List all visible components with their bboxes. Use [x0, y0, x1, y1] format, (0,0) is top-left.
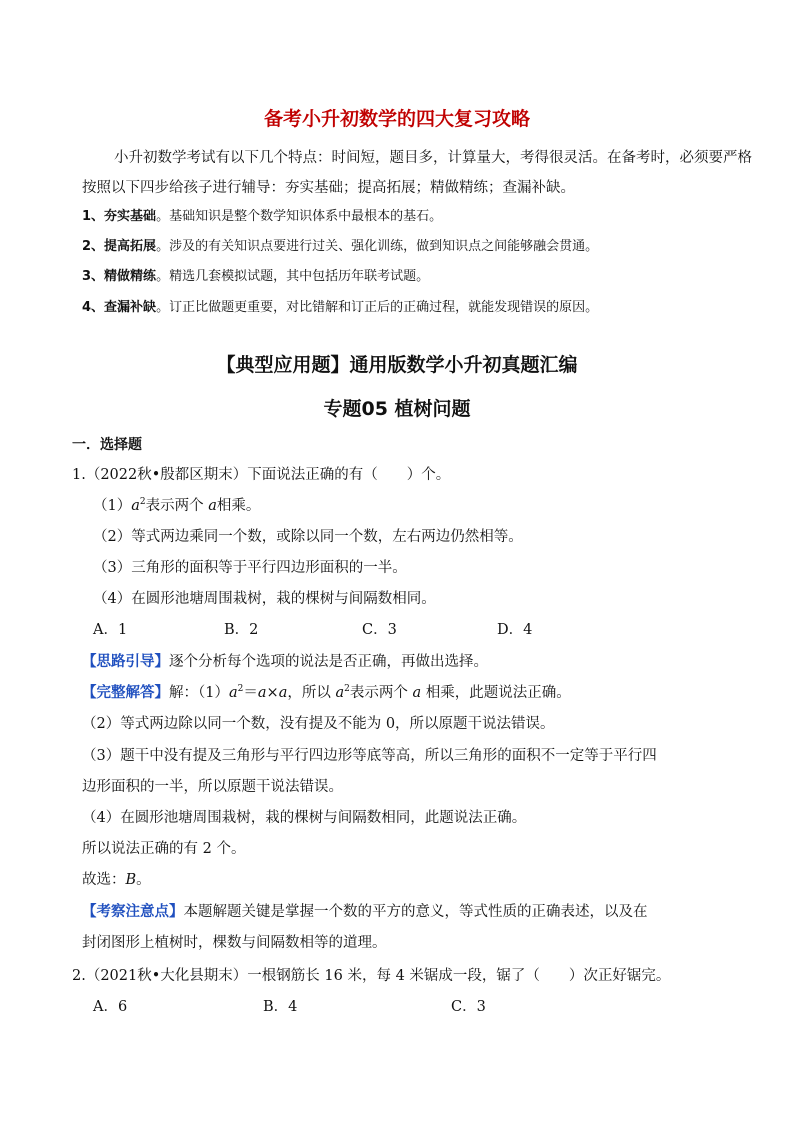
q1-answer-tag: 【完整解答】 — [82, 685, 169, 701]
tip-1-head: 夯实基础 — [104, 209, 157, 224]
q1-answer-2: （2）等式两边除以同一个数，没有提及不能为 0，所以原题干说法错误。 — [82, 716, 555, 732]
main-heading: 【典型应用题】通用版数学小升初真题汇编 — [216, 354, 578, 376]
q1-hint-tag: 【思路引导】 — [82, 654, 169, 670]
q1-statement-3: （3）三角形的面积等于平行四边形面积的一半。 — [93, 560, 407, 576]
q2-option-c: C．3 — [451, 999, 486, 1015]
tip-4-body: 。订正比做题更重要，对比错解和订正后的正确过程，就能发现错误的原因。 — [156, 300, 599, 315]
tip-4-head: 查漏补缺 — [104, 300, 157, 315]
tip-1-body: 。基础知识是整个数学知识体系中最根本的基石。 — [156, 209, 443, 224]
intro-paragraph-line-2: 按照以下四步给孩子进行辅导：夯实基础；提高拓展；精做精练；查漏补缺。 — [82, 180, 575, 196]
q1-s1-exponent: 2 — [139, 497, 146, 508]
q1-note-1 — [82, 902, 648, 922]
q1-stem: 1.（2022秋•殷都区期末）下面说法正确的有（ ）个。 — [72, 467, 451, 483]
tip-2-body: 。涉及的有关知识点要进行过关、强化训练，做到知识点之间能够融会贯通。 — [156, 239, 599, 254]
q1-answer-1 — [82, 683, 571, 703]
q1-option-a: A．1 — [93, 622, 128, 638]
q1-s1-post: 相乘。 — [216, 498, 261, 514]
q1-a1-mid: ，所以 — [287, 685, 336, 701]
q1-a1-exponent: 2 — [237, 684, 244, 695]
q1-note-tag: 【考察注意点】 — [82, 904, 184, 920]
q1-s1-prefix: （1） — [93, 498, 132, 514]
q1-a1-var: a — [228, 685, 238, 701]
q1-statement-1 — [93, 496, 260, 516]
q1-hint-text: 逐个分析每个选项的说法是否正确，再做出选择。 — [169, 654, 488, 670]
q1-choice-post: 。 — [136, 872, 151, 888]
tip-3-body: 。精选几套模拟试题，其中包括历年联考试题。 — [156, 269, 430, 284]
tip-2-number: 2、 — [82, 239, 105, 254]
q1-hint — [82, 652, 488, 672]
tip-3 — [82, 267, 429, 287]
q2-stem: 2.（2021秋•大化县期末）一根钢筋长 16 米，每 4 米锯成一段，锯了（ ）次正好锯完。 — [72, 968, 671, 984]
q2-option-a: A．6 — [93, 999, 128, 1015]
q1-a1-var2: a — [257, 685, 267, 701]
q1-note-2: 封闭图形上植树时，棵数与间隔数相等的道理。 — [82, 935, 387, 951]
q1-option-b: B．2 — [224, 622, 259, 638]
intro-paragraph-line-1: 小升初数学考试有以下几个特点：时间短，题目多，计算量大，考得很灵活。在备考时，必须要严格 — [114, 150, 752, 166]
q1-a1-var4: a — [335, 685, 345, 701]
q1-answer-5: 所以说法正确的有 2 个。 — [82, 841, 246, 857]
section-label: 一．选择题 — [72, 437, 142, 453]
tip-2 — [82, 237, 598, 257]
q1-statement-4: （4）在圆形池塘周围栽树，栽的棵树与间隔数相同。 — [93, 591, 436, 607]
q1-s1-var2: a — [208, 498, 217, 514]
tip-2-head: 提高拓展 — [104, 239, 157, 254]
tip-4-number: 4、 — [82, 300, 105, 315]
q1-choice-prefix: 故选： — [82, 872, 126, 888]
q1-answer-4: （4）在圆形池塘周围栽树，栽的棵树与间隔数相同，此题说法正确。 — [82, 810, 527, 826]
q1-a1-post: 相乘，此题说法正确。 — [421, 685, 571, 701]
q1-choice — [82, 870, 151, 890]
q1-answer-3a: （3）题干中没有提及三角形与平行四边形等底等高，所以三角形的面积不一定等于平行四 — [82, 748, 657, 764]
q1-option-d: D．4 — [497, 622, 533, 638]
q1-a1-mid2: 表示两个 — [349, 685, 413, 701]
q1-statement-2: （2）等式两边乘同一个数，或除以同一个数，左右两边仍然相等。 — [93, 529, 523, 545]
q1-a1-exponent2: 2 — [344, 684, 350, 695]
tip-1-number: 1、 — [82, 209, 105, 224]
sub-heading: 专题05 植树问题 — [323, 398, 471, 420]
tip-3-number: 3、 — [82, 269, 105, 284]
q1-s1-var: a — [131, 498, 140, 514]
q1-s1-mid: 表示两个 — [145, 498, 204, 514]
q1-note-text-1: 本题解题关键是掌握一个数的平方的意义，等式性质的正确表述，以及在 — [183, 904, 648, 920]
q2-option-b: B．4 — [263, 999, 298, 1015]
q1-a1-equals: ＝ — [243, 685, 258, 701]
q1-a1-prefix: 解：（1） — [169, 685, 229, 701]
intro-title: 备考小升初数学的四大复习攻略 — [263, 108, 530, 130]
q1-answer-3b: 边形面积的一半，所以原题干说法错误。 — [82, 779, 343, 795]
q1-choice-value: B — [125, 872, 137, 888]
q1-a1-var3: a — [278, 685, 288, 701]
tip-1 — [82, 207, 442, 227]
q1-a1-var5: a — [412, 685, 422, 701]
tip-3-head: 精做精练 — [104, 269, 157, 284]
q1-a1-times: × — [266, 685, 279, 701]
q1-option-c: C．3 — [362, 622, 397, 638]
tip-4 — [82, 298, 598, 318]
